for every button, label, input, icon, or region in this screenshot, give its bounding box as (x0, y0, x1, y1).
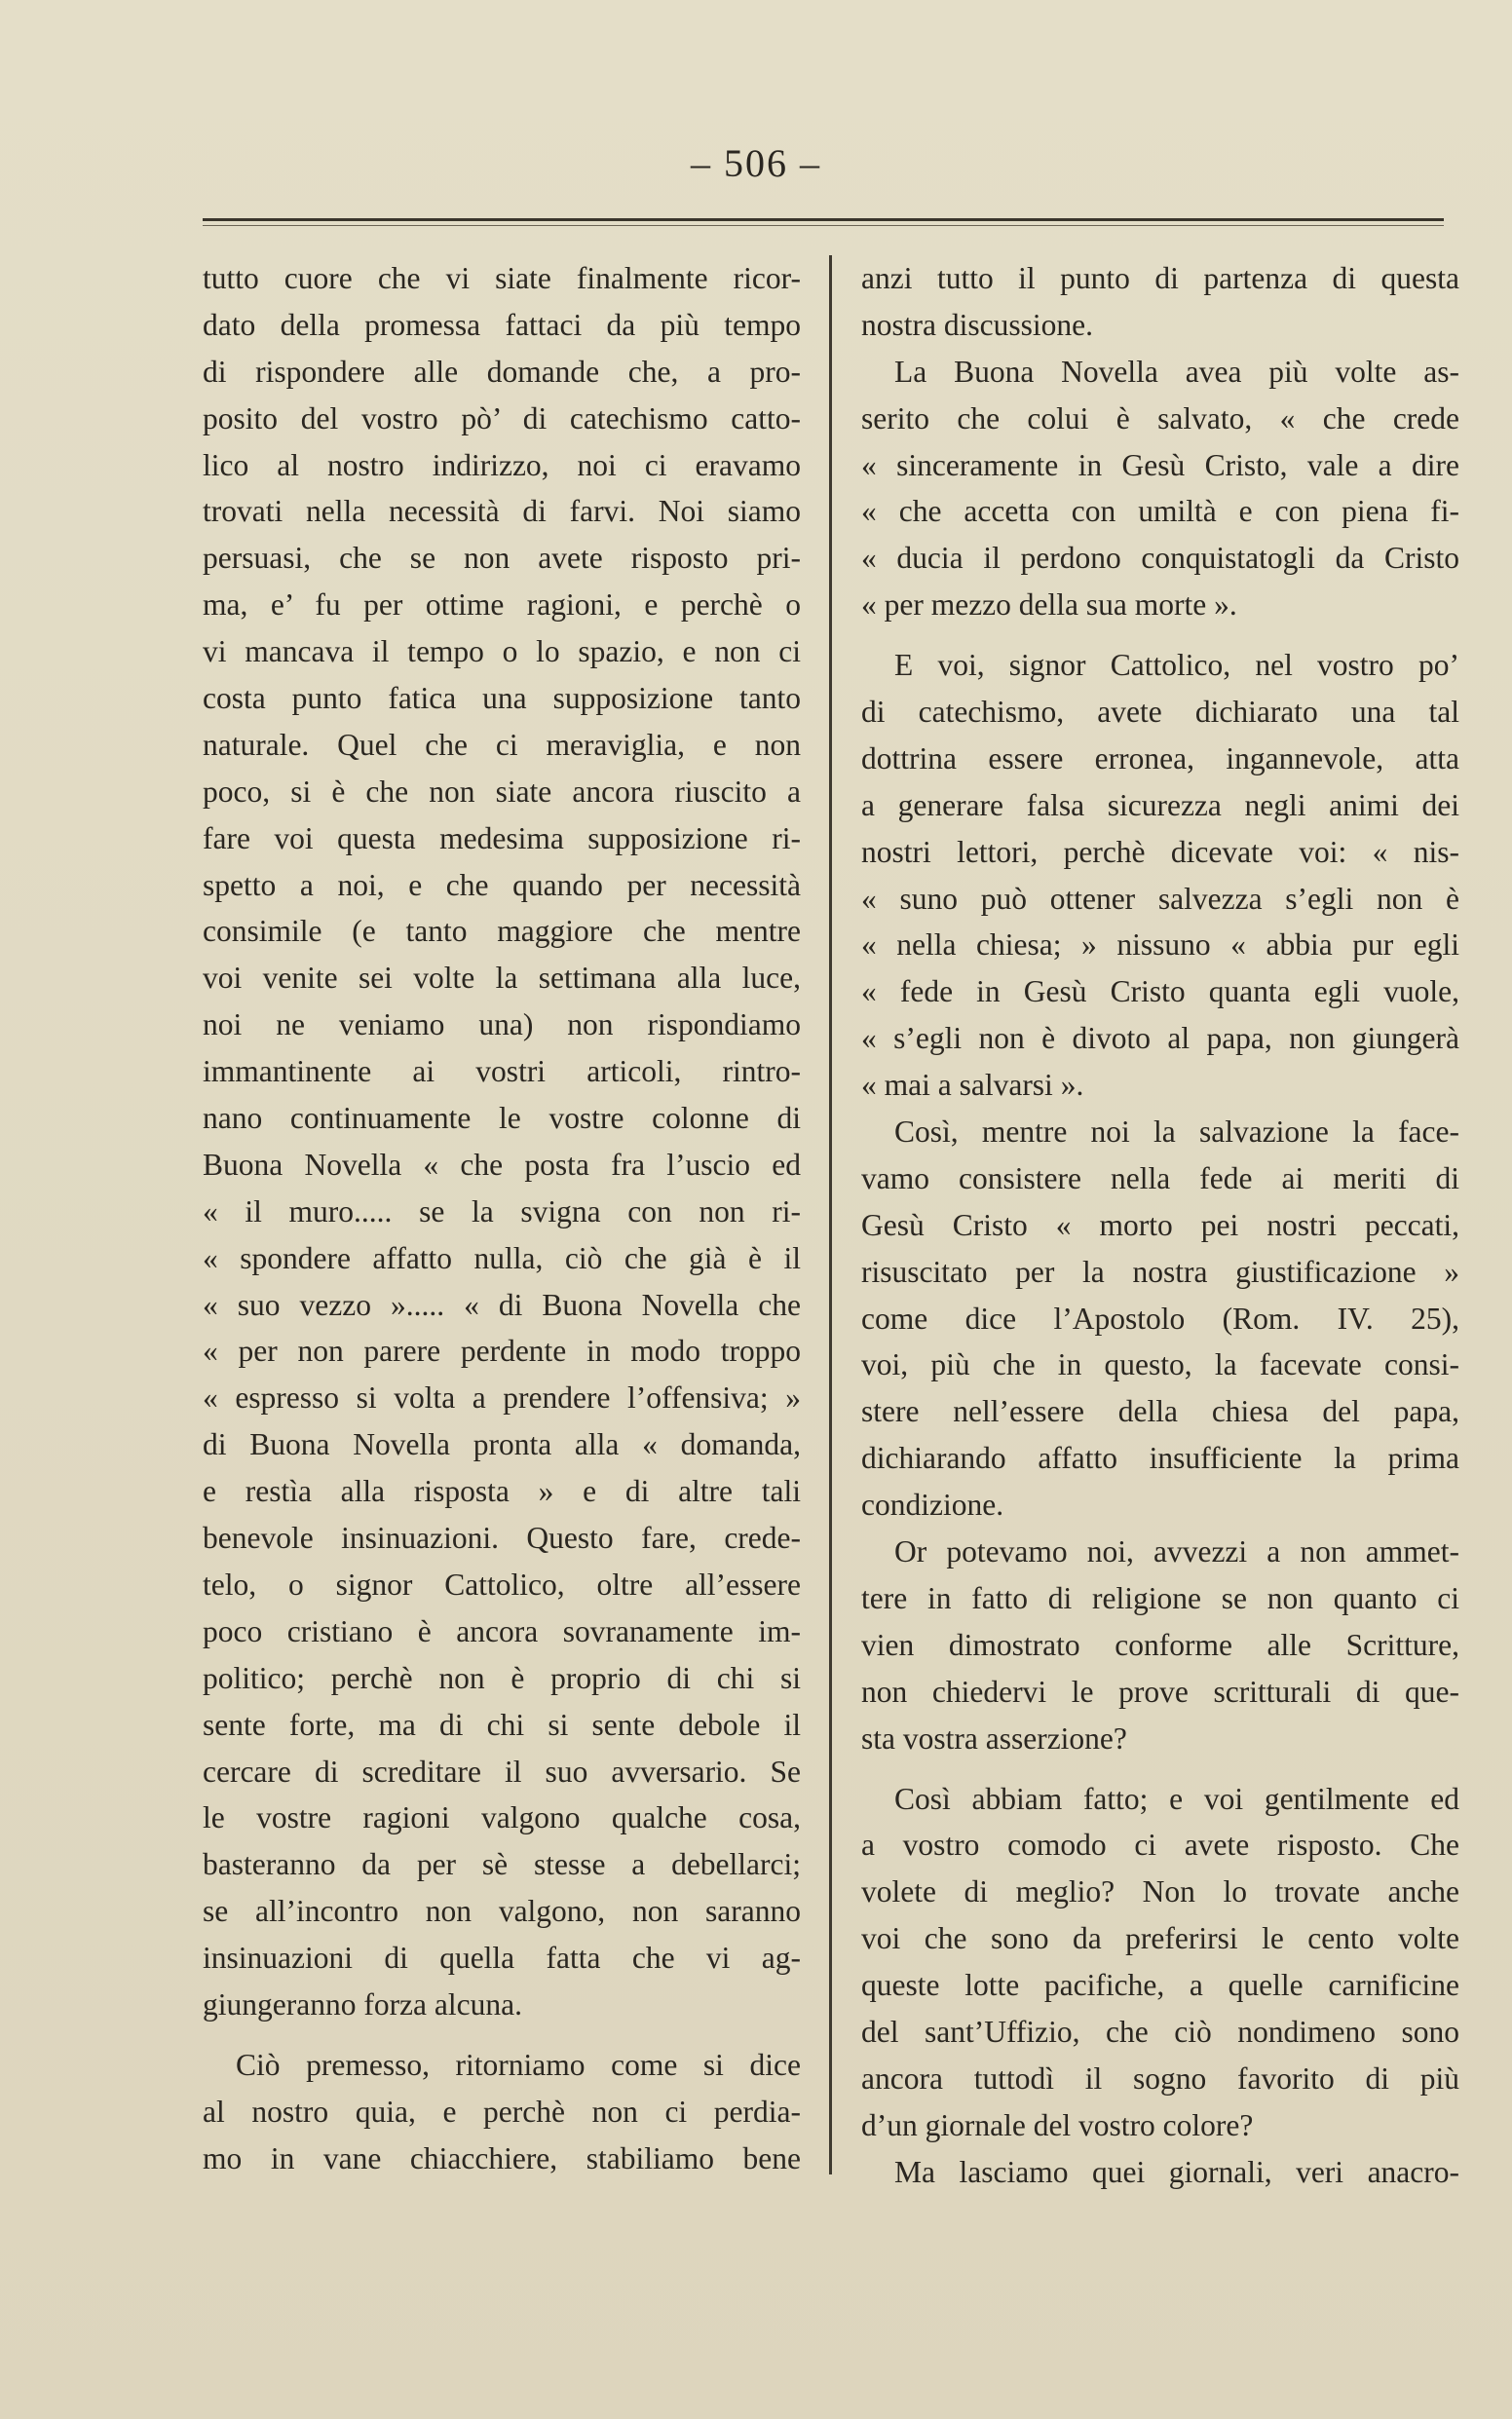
text-line: ancora tuttodì il sogno favorito di più (861, 2060, 1459, 2096)
text-line: nano continuamente le vostre colonne di (203, 1101, 801, 1136)
text-line: persuasi, che se non avete risposto pri- (203, 541, 801, 576)
text-line: « suo vezzo »..... « di Buona Novella che (203, 1287, 801, 1322)
text-line: « che accetta con umiltà e con piena fi- (861, 494, 1459, 529)
text-line: posito del vostro pò’ di catechismo catto- (203, 400, 801, 435)
text-line: « ducia il perdono conquistatogli da Cristo (861, 541, 1459, 576)
text-line: « s’egli non è divoto al papa, non giungerà (861, 1021, 1459, 1056)
text-line: se all’incontro non valgono, non saranno (203, 1894, 801, 1929)
text-line: vi mancava il tempo o lo spazio, e non ci (203, 634, 801, 669)
text-line: Così abbiam fatto; e voi gentilmente ed (894, 1781, 1459, 1816)
column-divider (829, 255, 832, 2174)
page-number: – 506 – (691, 141, 821, 185)
text-line: « mai a salvarsi ». (861, 1068, 1084, 1103)
text-line: le vostre ragioni valgono qualche cosa, (203, 1800, 801, 1835)
text-line: Buona Novella « che posta fra l’uscio ed (203, 1147, 801, 1182)
text-line: poco, si è che non siate ancora riuscito a (203, 774, 801, 809)
text-line: non chiedervi le prove scritturali di que- (861, 1674, 1459, 1709)
text-line: vamo consistere nella fede ai meriti di (861, 1160, 1459, 1195)
text-line: al nostro quia, e perchè non ci perdia- (203, 2094, 801, 2129)
text-line: « fede in Gesù Cristo quanta egli vuole, (861, 974, 1459, 1009)
text-line: condizione. (861, 1488, 1004, 1523)
left-column (203, 255, 801, 2182)
text-line: Ciò premesso, ritorniamo come si dice (236, 2047, 801, 2082)
text-line: lico al nostro indirizzo, noi ci eravamo (203, 447, 801, 482)
text-line: fare voi questa medesima supposizione ri- (203, 820, 801, 855)
text-line: benevole insinuazioni. Questo fare, crede- (203, 1521, 801, 1556)
text-line: risuscitato per la nostra giustificazione » (861, 1254, 1459, 1289)
text-line: a generare falsa sicurezza negli animi dei (861, 787, 1459, 822)
text-line: Gesù Cristo « morto pei nostri peccati, (861, 1207, 1459, 1242)
text-line: e restìa alla risposta » e di altre tali (203, 1474, 801, 1509)
text-line: anzi tutto il punto di partenza di questa (861, 261, 1459, 295)
text-line: di catechismo, avete dichiarato una tal (861, 695, 1459, 730)
text-line: La Buona Novella avea più volte as- (894, 354, 1459, 389)
right-column (861, 255, 1459, 2196)
text-line: noi ne veniamo una) non rispondiamo (203, 1007, 801, 1042)
text-line: nostra discussione. (861, 307, 1093, 342)
text-line: « per non parere perdente in modo troppo (203, 1334, 801, 1369)
text-line: giungeranno forza alcuna. (203, 1986, 522, 2022)
text-line: stere nell’essere della chiesa del papa, (861, 1394, 1459, 1429)
text-line: voi, più che in questo, la facevate consi- (861, 1347, 1459, 1382)
text-line: Ma lasciamo quei giornali, veri anacro- (894, 2154, 1459, 2189)
text-line: vien dimostrato conforme alle Scritture, (861, 1627, 1459, 1662)
text-line: « nella chiesa; » nissuno « abbia pur egli (861, 927, 1459, 963)
text-line: « per mezzo della sua morte ». (861, 587, 1237, 623)
header-rule (203, 218, 1444, 221)
text-line: dato della promessa fattaci da più tempo (203, 307, 801, 342)
text-line: mo in vane chiacchiere, stabiliamo bene (203, 2140, 801, 2175)
header-rule-thin (203, 225, 1444, 226)
text-line: volete di meglio? Non lo trovate anche (861, 1874, 1459, 1909)
text-line: dichiarando affatto insufficiente la prima (861, 1441, 1459, 1476)
text-line: come dice l’Apostolo (Rom. IV. 25), (861, 1301, 1459, 1336)
text-line: sente forte, ma di chi si sente debole il (203, 1707, 801, 1742)
text-line: politico; perchè non è proprio di chi si (203, 1660, 801, 1695)
text-line: E voi, signor Cattolico, nel vostro po’ (894, 648, 1459, 683)
text-line: costa punto fatica una supposizione tanto (203, 681, 801, 716)
text-line: di rispondere alle domande che, a pro- (203, 354, 801, 389)
text-line: basteranno da per sè stesse a debellarci; (203, 1847, 801, 1882)
text-line: ma, e’ fu per ottime ragioni, e perchè o (203, 587, 801, 623)
text-line: Così, mentre noi la salvazione la face- (894, 1115, 1459, 1150)
text-line: del sant’Uffizio, che ciò nondimeno sono (861, 2014, 1459, 2049)
text-line: a vostro comodo ci avete risposto. Che (861, 1828, 1459, 1863)
text-line: queste lotte pacifiche, a quelle carnificine (861, 1968, 1459, 2003)
text-line: insinuazioni di quella fatta che vi ag- (203, 1941, 801, 1976)
text-line: serito che colui è salvato, « che crede (861, 400, 1459, 435)
text-line: naturale. Quel che ci meraviglia, e non (203, 727, 801, 762)
text-line: voi che sono da preferirsi le cento volte (861, 1921, 1459, 1956)
text-line: « espresso si volta a prendere l’offensiva; » (203, 1380, 801, 1416)
text-line: d’un giornale del vostro colore? (861, 2107, 1254, 2142)
text-line: cercare di screditare il suo avversario. Se (203, 1754, 801, 1789)
text-line: Or potevamo noi, avvezzi a non ammet- (894, 1534, 1459, 1569)
text-line: « suno può ottener salvezza s’egli non è (861, 881, 1459, 916)
text-line: nostri lettori, perchè dicevate voi: « nis- (861, 834, 1459, 869)
text-line: spetto a noi, e che quando per necessità (203, 867, 801, 902)
text-line: sta vostra asserzione? (861, 1720, 1127, 1756)
text-line: « sinceramente in Gesù Cristo, vale a dire (861, 447, 1459, 482)
text-line: trovati nella necessità di farvi. Noi siamo (203, 494, 801, 529)
text-line: di Buona Novella pronta alla « domanda, (203, 1427, 801, 1462)
text-line: immantinente ai vostri articoli, rintro- (203, 1054, 801, 1089)
text-line: dottrina essere erronea, ingannevole, atta (861, 740, 1459, 775)
text-line: telo, o signor Cattolico, oltre all’essere (203, 1567, 801, 1602)
text-line: « il muro..... se la svigna con non ri- (203, 1193, 801, 1228)
text-line: « spondere affatto nulla, ciò che già è il (203, 1240, 801, 1275)
text-line: consimile (e tanto maggiore che mentre (203, 914, 801, 949)
text-line: tutto cuore che vi siate finalmente ricor- (203, 261, 801, 295)
text-line: tere in fatto di religione se non quanto ci (861, 1580, 1459, 1615)
text-line: poco cristiano è ancora sovranamente im- (203, 1613, 801, 1648)
text-line: voi venite sei volte la settimana alla luce, (203, 961, 801, 996)
